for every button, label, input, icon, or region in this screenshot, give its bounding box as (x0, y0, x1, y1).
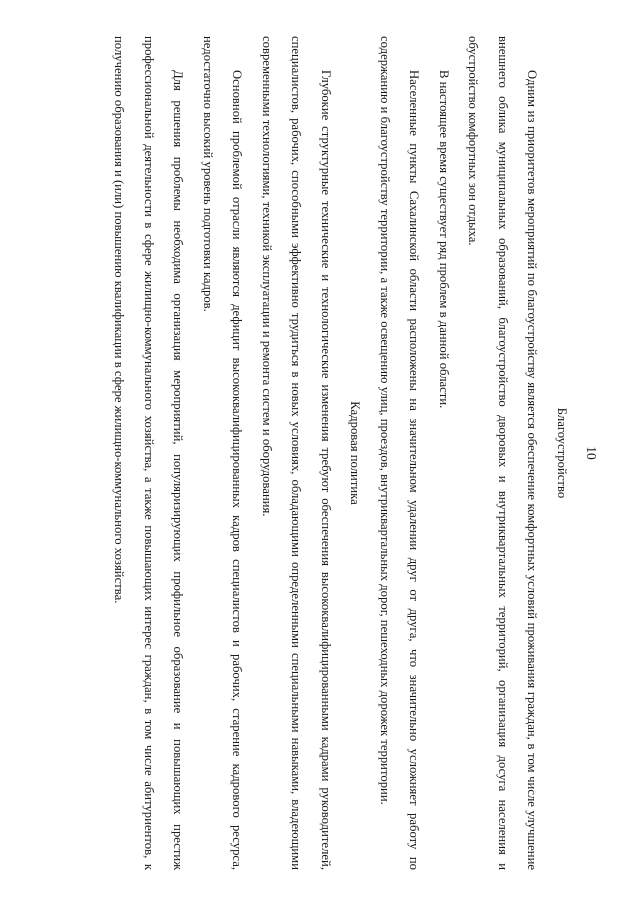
page-number: 10 (584, 446, 599, 460)
paragraph: Населенные пункты Сахалинской области расположены на значительном удалении друг от друга, что значительно усложняет работу по содержанию и благоустройству территории, а также освещению улиц, проездов, внутриквартальных дорог, пешеходных дорожек территории. (378, 36, 422, 870)
paragraph: В настоящее время существует ряд проблем в данной области. (437, 70, 451, 409)
rotated-text-block (40, 22, 600, 882)
section-title-blagoustroystvo: Благоустройство (555, 407, 569, 499)
paragraph: Для решения проблемы необходима организация мероприятий, популяризирующих профильное образование и повышающих престиж профессиональной деятельности в сфере жилищно-коммунального хозяйства, а также повышающих интерес граждан, в том числе абитуриентов, к получению образования и (или) повышению квалификации в сфере жилищно-коммунального хозяйства. (112, 36, 186, 870)
paragraph: Глубокие структурные технические и технологические изменения требуют обеспечения высококвалифицированными кадрами руководителей, специалистов, рабочих, способными эффективно трудиться в новых условиях, обладающими определенными специальными навыками, владеющими современными технологиями, техникой эксплуатации и ремонта систем и оборудования. (260, 36, 333, 870)
paragraph: Одним из приоритетов мероприятий по благоустройству является обеспечение комфортных условий проживания граждан, в том числе улучшение внешнего облика муниципальных образований, благоустройство дворовых и внутриквартальных территорий, организация досуга населения и обустройство комфортных зон отдыха. (466, 36, 540, 870)
section-title-kadrovaya-politika: Кадровая политика (348, 401, 363, 505)
paragraph: Основной проблемой отрасли являются дефицит высококвалифицированных кадров специалистов и рабочих, старение кадрового ресурса, недостаточно высокий уровень подготовки кадров. (201, 36, 245, 870)
